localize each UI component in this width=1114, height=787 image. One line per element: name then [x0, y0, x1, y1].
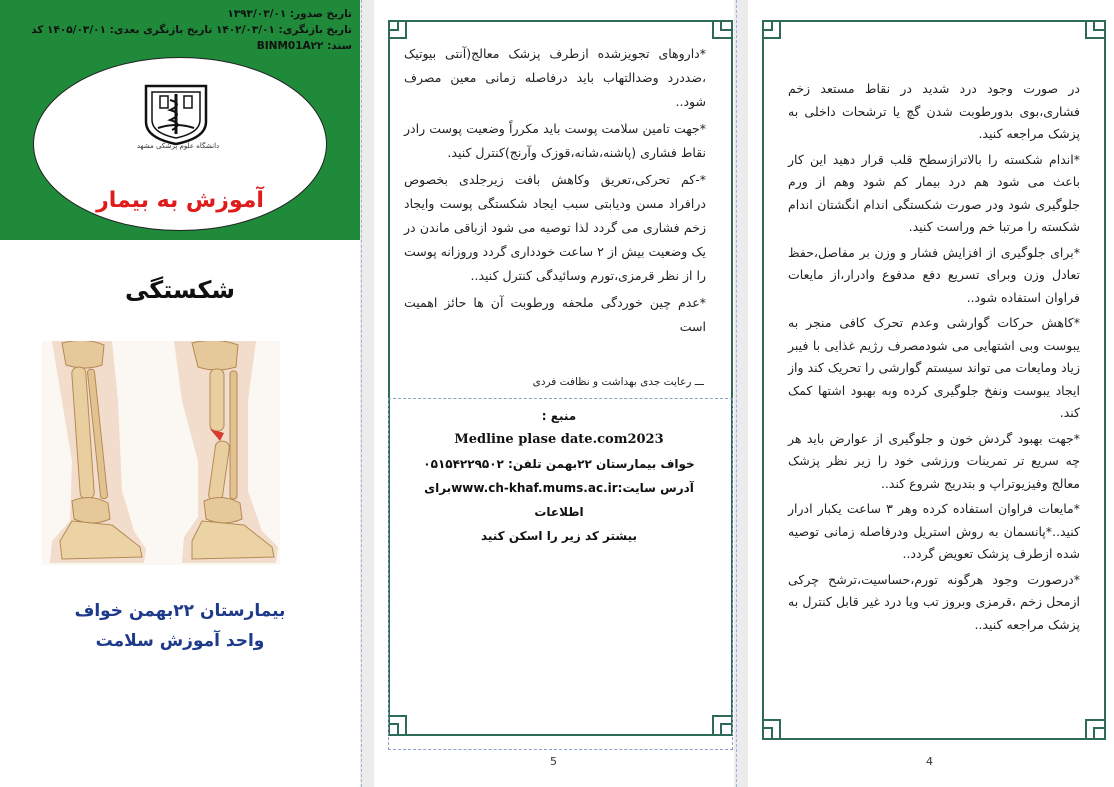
- instruction-paragraph: *کاهش حرکات گوارشی وعدم تحرک کافی منجر به یبوست وبی اشتهایی می شودمصرف رژیم غذایی با فیبر زیاد ومایعات می تواند سیستم گوارشی را تحریک کند واز ایجاد یبوست ونفخ جلوگیری کرده وبه بهبود اشتها کمک کند.: [788, 315, 1080, 420]
- document-code: سند: BINM01A۲۲: [256, 40, 352, 52]
- source-value: Medline plase date.com2023: [454, 432, 664, 447]
- instruction-paragraph: *اندام شکسته را بالاترازسطح قلب قرار دهید این کار باعث می شود هم درد بیمار کم شود وهم از ورم جلوگیری شود ودر صورت شکستگی اندام انگشتان اندام شکسته را مرتبا خم وراست کنید.: [788, 151, 1080, 234]
- source-block: [400, 404, 718, 548]
- page-number: 5: [550, 755, 557, 768]
- instruction-paragraph: در صورت وجود درد شدید در نقاط مستعد زخم فشاری،بوی بدورطوبت شدن گچ یا ترشحات داخلی به پزشک مراجعه کنید.: [788, 81, 1080, 141]
- frame-corner-icon: [1078, 712, 1104, 738]
- university-logo-icon: [140, 78, 212, 146]
- instruction-paragraph: *جهت بهبود گردش خون و جلوگیری از عوارض باید هر چه سریع تر تمرینات ورزشی خود را زیر نظر پزشک معالج وفیزیوتراپ و بتدریج شروع کند..: [788, 430, 1080, 491]
- patient-education-title: آموزش به بیمار: [96, 188, 264, 213]
- instruction-paragraph: *جهت تامین سلامت پوست باید مکرراً وضعیت پوست رادر نقاط فشاری (پاشنه،شانه،قوزک وآرنج)کنترل کنید.: [404, 121, 706, 160]
- fold-line: [736, 0, 737, 787]
- instruction-paragraph: *برای جلوگیری از افزایش فشار و وزن بر مفاصل،حفظ تعادل وزن وبرای تسریع دفع مدفوع وادرار،از مایعات فراوان استفاده شود..: [788, 244, 1080, 305]
- website-link[interactable]: آدرس سایت:www.ch-khaf.mums.ac.irبرای اطلاعات: [424, 481, 694, 519]
- source-label: منبع :: [541, 409, 577, 423]
- contact-info: خواف بیمارستان ۲۲بهمن تلفن: ۰۵۱۵۴۲۲۹۵۰۲: [423, 457, 695, 471]
- instruction-paragraph: *داروهای تجویزشده ازطرف پزشک معالج(آنتی بیوتیک ،ضددرد وضدالتهاب باید درفاصله زمانی معین مصرف شود..: [404, 46, 706, 109]
- right-panel: [748, 0, 1114, 787]
- frame-corner-icon: [1078, 20, 1104, 46]
- logo-caption: دانشگاه علوم پزشکی مشهد: [136, 142, 220, 150]
- fold-line: [361, 0, 362, 787]
- fracture-title: شکستگی: [124, 276, 235, 304]
- middle-panel: [374, 0, 734, 787]
- leg-bones-illustration: [42, 341, 280, 565]
- care-instructions: [404, 42, 706, 342]
- document-metadata: [12, 6, 352, 54]
- cover-panel: [0, 0, 360, 787]
- instruction-paragraph: *عدم چین خوردگی ملحفه ورطوبت آن ها حائز اهمیت است: [404, 295, 706, 334]
- scan-note: بیشتر کد زیر را اسکن کنید: [480, 529, 638, 543]
- frame-corner-icon: [762, 712, 788, 738]
- instruction-paragraph: *-کم تحرکی،تعریق وکاهش بافت زیرجلدی بخصوص درافراد مسن ودیابتی سبب ایجاد شکستگی پوست وایجاد زخم فشاری می گردد لذا توصیه می شود ازباقی ماندن در یک وضعیت بیش از ۲ ساعت خودداری گردد وروزانه پوست را از نظر قرمزی،تورم وسائیدگی کنترل کنید..: [404, 172, 706, 283]
- hospital-name: [40, 596, 320, 656]
- instruction-paragraph: *درصورت وجود هرگونه تورم،حساسیت،ترشح چرکی ازمحل زخم ،قرمزی وبروز تب ویا درد غیر قابل کنترل به پزشک مراجعه کنید..: [788, 571, 1080, 632]
- hospital-line-2: واحد آموزش سلامت: [95, 631, 265, 651]
- frame-corner-icon: [705, 20, 731, 46]
- review-date: تاریخ بازنگری: ۱۴۰۲/۰۳/۰۱ تاریخ بازنگری بعدی: ۱۴۰۵/۰۳/۰۱ کد: [31, 24, 352, 36]
- instruction-paragraph: *مایعات فراوان استفاده کرده وهر ۳ ساعت یکبار ادرار کنید..*پانسمان به روش استریل ودرفاصله زمانی توصیه شده ازطرف پزشک تعویض گردد..: [788, 501, 1080, 561]
- frame-corner-icon: [762, 20, 788, 46]
- issue-date: تاریخ صدور: ۱۳۹۳/۰۳/۰۱: [227, 8, 352, 20]
- hygiene-note: ـــ رعایت جدی بهداشت و نظافت فردی: [532, 376, 704, 388]
- care-instructions-continued: [788, 78, 1080, 639]
- page-number: 4: [926, 755, 933, 768]
- hospital-line-1: بیمارستان ۲۲بهمن خواف: [74, 601, 286, 621]
